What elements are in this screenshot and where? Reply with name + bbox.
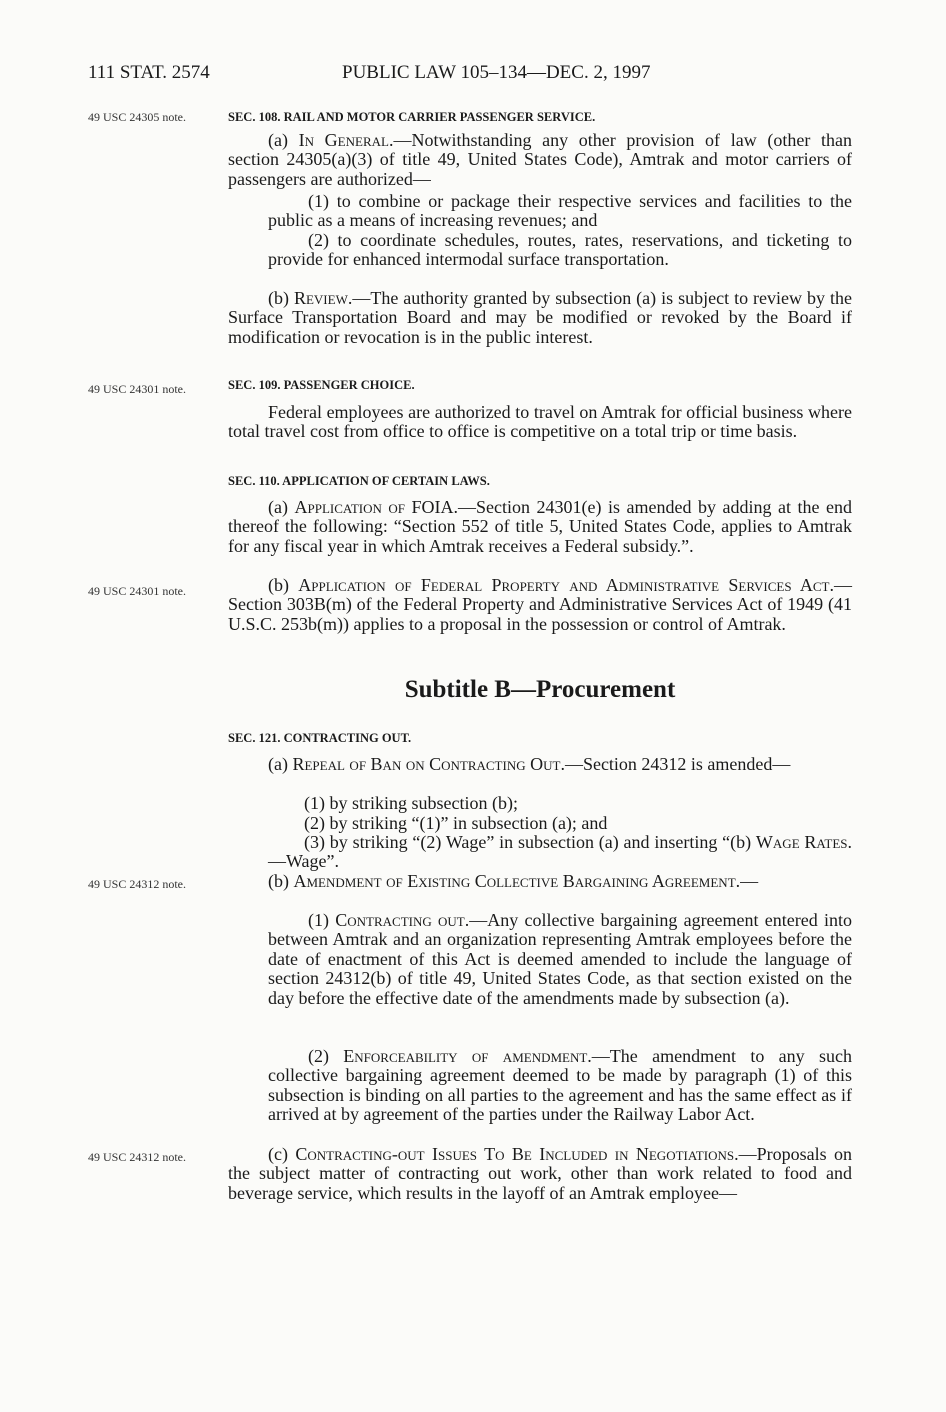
paragraph: (a) Application of FOIA.—Section 24301(e) is amended by adding at the end thereof the following: “Section 552 of title 5, United States Code, applies to Amtrak for any fiscal year in which Amtrak receives a Federal subsidy.”. — [228, 497, 853, 556]
paragraph: (b) Review.—The authority granted by subsection (a) is subject to review by the Surface Transportation Board and may be modified or revoked by the Board if modification or revocation is in the public interest. — [228, 288, 852, 347]
paragraph: (c) Contracting-out Issues To Be Included in Negotiations.—Proposals on the subject matter of contracting out work, other than work related to food and beverage service, which results in the layoff of an Amtrak employee— — [228, 1144, 852, 1203]
paragraph: Federal employees are authorized to travel on Amtrak for official business where total travel cost from office to office is competitive on a total trip or time basis. — [228, 402, 852, 442]
paragraph: (1) to combine or package their respective services and facilities to the public as a means of increasing revenues; and — [268, 191, 852, 231]
subtitle-heading: Subtitle B—Procurement — [404, 676, 676, 703]
paragraph: (2) to coordinate schedules, routes, rates, reservations, and ticketing to provide for enhanced intermodal surface transportation. — [268, 230, 852, 270]
paragraph: (b) Amendment of Existing Collective Bargaining Agreement.— — [268, 871, 759, 891]
margin-note: 49 USC 24305 note. — [88, 110, 187, 124]
margin-note: 49 USC 24312 note. — [88, 1150, 187, 1164]
paragraph: (b) Application of Federal Property and Administrative Services Act.—Section 303B(m) of the Federal Property and Administrative Services Act of 1949 (41 U.S.C. 253b(m)) applies to a proposal in the possession or control of Amtrak. — [228, 575, 852, 634]
public-law-header: PUBLIC LAW 105–134—DEC. 2, 1997 — [342, 62, 651, 83]
paragraph: (2) by striking “(1)” in subsection (a); and — [304, 813, 608, 833]
section-heading: SEC. 109. PASSENGER CHOICE. — [228, 378, 415, 392]
margin-note: 49 USC 24301 note. — [88, 584, 187, 598]
section-heading: SEC. 121. CONTRACTING OUT. — [228, 731, 412, 745]
margin-note: 49 USC 24312 note. — [88, 877, 187, 891]
paragraph: (3) by striking “(2) Wage” in subsection (a) and inserting “(b) Wage Rates.—Wage”. — [268, 832, 852, 872]
section-heading: SEC. 108. RAIL AND MOTOR CARRIER PASSENGER SERVICE. — [228, 110, 596, 124]
paragraph: (1) Contracting out.—Any collective bargaining agreement entered into between Amtrak and an organization representing Amtrak employees before the date of enactment of this Act is deemed amended to include the language of section 24312(b) of title 49, United States Code, as that section existed on the day before the effective date of the amendments made by subsection (a). — [268, 910, 852, 1008]
paragraph: (2) Enforceability of amendment.—The amendment to any such collective bargaining agreement deemed to be made by paragraph (1) of this subsection is binding on all parties to the agreement and has the same effect as if arrived at by agreement of the parties under the Railway Labor Act. — [268, 1046, 852, 1125]
paragraph: (a) Repeal of Ban on Contracting Out.—Section 24312 is amended— — [268, 754, 791, 774]
paragraph: (1) by striking subsection (b); — [304, 793, 518, 813]
statute-reference: 111 STAT. 2574 — [88, 62, 210, 83]
paragraph: (a) In General.—Notwithstanding any other provision of law (other than section 24305(a)(3) of title 49, United States Code), Amtrak and motor carriers of passengers are authorized— — [228, 130, 852, 189]
section-heading: SEC. 110. APPLICATION OF CERTAIN LAWS. — [228, 474, 490, 488]
margin-note: 49 USC 24301 note. — [88, 382, 187, 396]
